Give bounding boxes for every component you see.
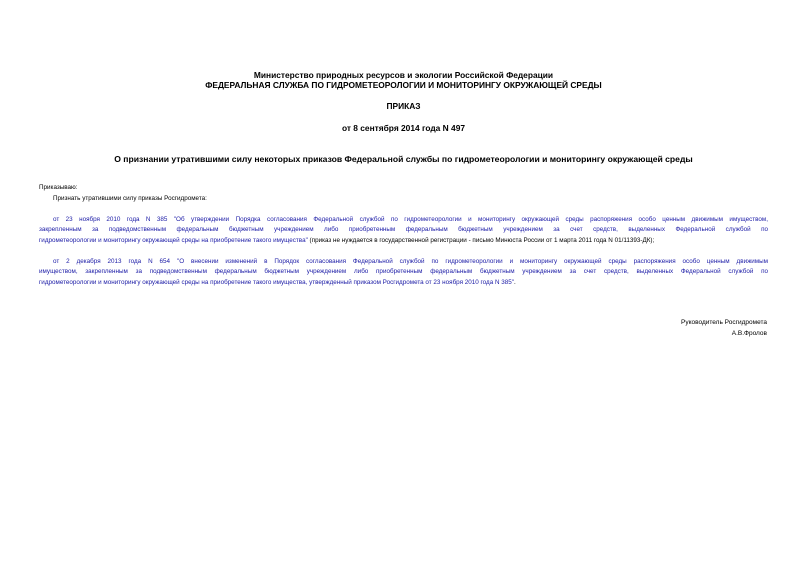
repealed-order-1-link-line-2[interactable]: закрепленным за подведомственным федеральным бюджетным учреждением либо приобретенным федеральным бюджетным учреждением за счет средств, выделенных Федеральной службой по <box>39 226 768 234</box>
signatory-role: Руководитель Росгидромета <box>680 319 767 326</box>
order-statement: Признать утратившими силу приказы Росгидромета: <box>53 195 207 202</box>
repealed-order-2-end: . <box>514 278 516 286</box>
repealed-order-1-link-line-3[interactable]: гидрометеорологии и мониторингу окружающей среды на приобретение такого имущества" <box>39 236 308 244</box>
service-name: ФЕДЕРАЛЬНАЯ СЛУЖБА ПО ГИДРОМЕТЕОРОЛОГИИ И МОНИТОРИНГУ ОКРУЖАЮЩЕЙ СРЕДЫ <box>205 80 602 90</box>
repealed-order-1-link-line-1[interactable]: от 23 ноября 2010 года N 385 "Об утверждении Порядка согласования Федеральной службой по гидрометеорологии и мониторингу окружающей среды распоряжения особо ценным движимым имуществом, <box>53 216 768 223</box>
document-type: ПРИКАЗ <box>386 101 421 111</box>
repealed-order-2-link-line-3[interactable]: гидрометеорологии и мониторингу окружающей среды на приобретение такого имущества, утвержденный приказом Росгидромета от 23 ноября 2010 года N 385" <box>39 278 515 286</box>
repealed-order-1-line-3 <box>39 236 768 246</box>
order-intro: Приказываю: <box>39 184 78 191</box>
document-date-number: от 8 сентября 2014 года N 497 <box>341 123 466 133</box>
document-subject: О признании утратившими силу некоторых приказов Федеральной службы по гидрометеорологии и мониторингу окружающей среды <box>114 154 693 164</box>
repealed-order-2-link-line-2[interactable]: имуществом, закрепленным за подведомственным федеральным бюджетным учреждением либо приобретенным федеральным бюджетным учреждением за счет средств, выделенных Федеральной службой по <box>39 268 768 276</box>
repealed-order-2 <box>39 257 768 288</box>
repealed-order-2-line-3 <box>39 278 768 288</box>
signatory-name: А.В.Фролов <box>731 330 767 337</box>
repealed-order-2-link-line-1[interactable]: от 2 декабря 2013 года N 654 "О внесении изменений в Порядок согласования Федеральной службой по гидрометеорологии и мониторингу окружающей среды распоряжения особо ценным движимым <box>53 258 768 265</box>
ministry-name: Министерство природных ресурсов и экологии Российской Федерации <box>253 70 554 80</box>
repealed-order-1-note: (приказ не нуждается в государственной регистрации - письмо Минюста России от 1 марта 2011 года N 01/11393-ДК); <box>307 236 655 244</box>
repealed-order-1 <box>39 215 768 246</box>
